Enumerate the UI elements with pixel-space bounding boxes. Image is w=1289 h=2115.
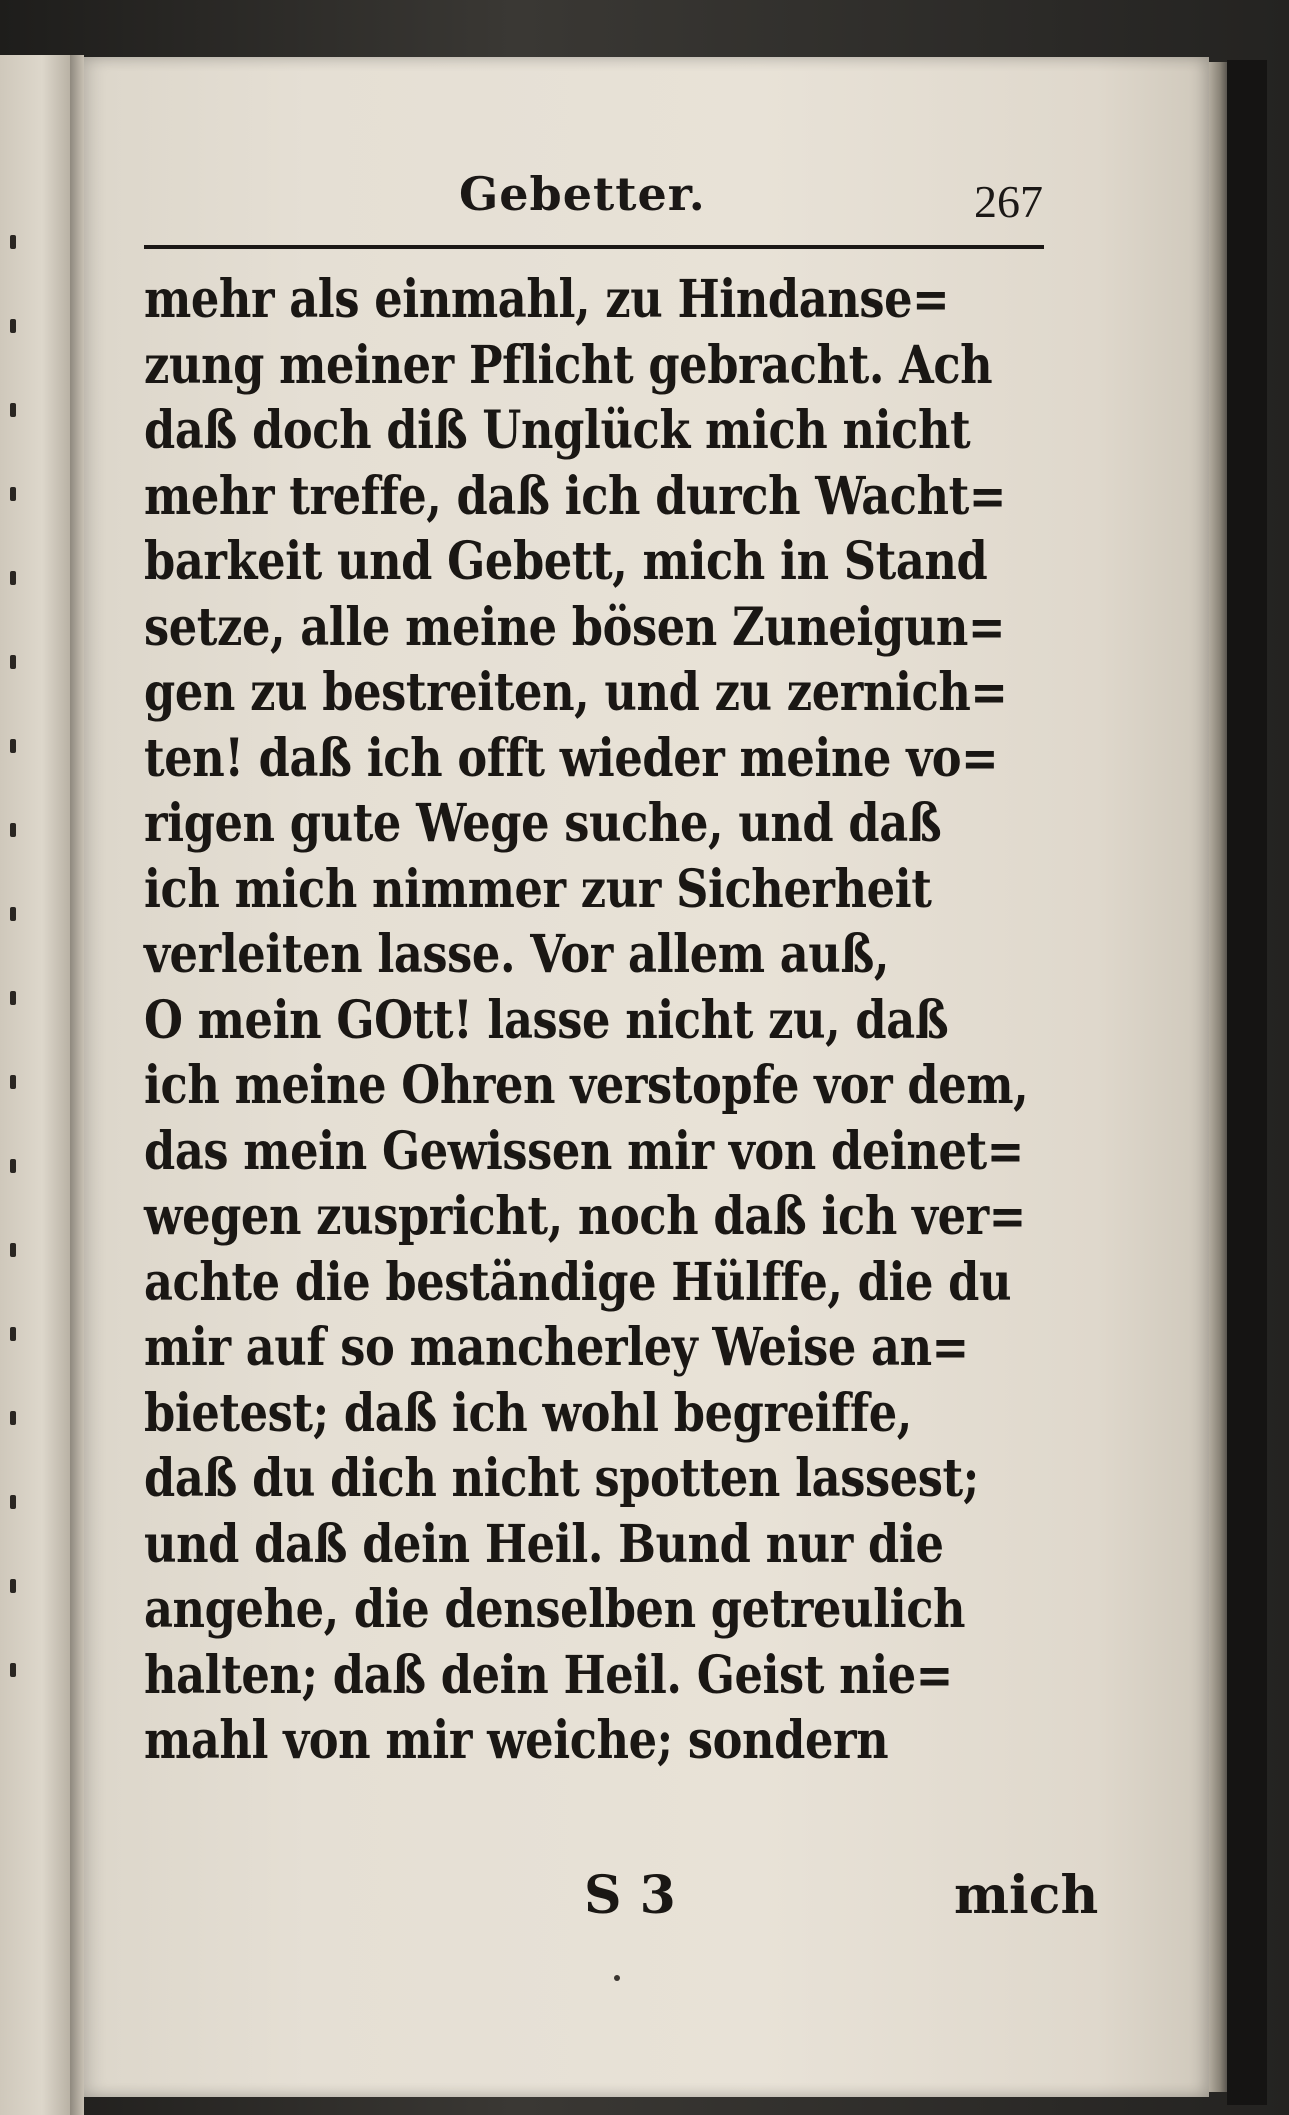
text-line: verleiten lasse. Vor allem auß, <box>144 924 890 985</box>
text-line: gen zu bestreiten, und zu zernich= <box>144 662 1008 723</box>
text-line: ich mich nimmer zur Sicherheit <box>144 858 932 920</box>
text-line: daß du dich nicht spotten lassest; <box>144 1448 979 1509</box>
text-line: barkeit und Gebett, mich in Stand <box>144 531 988 592</box>
text-line: rigen gute Wege suche, und daß <box>144 793 942 854</box>
page-footer <box>84 1865 1209 1935</box>
text-line: mir auf so mancherley Weise an= <box>144 1317 969 1378</box>
body-text <box>144 267 1074 1774</box>
ink-speck <box>614 1975 620 1981</box>
catchword: mich <box>954 1865 1099 1926</box>
running-head: Gebetter. <box>459 167 706 221</box>
text-line: und daß dein Heil. Bund nur die <box>144 1513 944 1575</box>
text-line: mehr treffe, daß ich durch Wacht= <box>144 465 1006 527</box>
text-line: O mein GOtt! lasse nicht zu, daß <box>144 989 949 1051</box>
page-number: 267 <box>974 176 1043 227</box>
text-line: wegen zuspricht, noch daß ich ver= <box>144 1186 1026 1247</box>
text-line: zung meiner Pflicht gebracht. Ach <box>144 334 993 396</box>
text-line: das mein Gewissen mir von deinet= <box>144 1120 1024 1182</box>
facing-page-text-fragments <box>10 235 40 1747</box>
text-line: mehr als einmahl, zu Hindanse= <box>144 269 950 330</box>
facing-page-edge <box>0 55 72 2115</box>
text-line: halten; daß dein Heil. Geist nie= <box>144 1644 953 1706</box>
book-cover-edge <box>1227 60 1267 2105</box>
text-line: bietest; daß ich wohl begreiffe, <box>144 1382 912 1444</box>
text-line: ten! daß ich offt wieder meine vo= <box>144 727 999 789</box>
text-line: setze, alle meine bösen Zuneigun= <box>144 596 1006 658</box>
signature-mark: S 3 <box>584 1865 676 1926</box>
book-gutter <box>70 55 84 2115</box>
text-line: ich meine Ohren verstopfe vor dem, <box>144 1055 1029 1116</box>
text-line: angehe, die denselben getreulich <box>144 1579 966 1640</box>
text-line: achte die beständige Hülffe, die du <box>144 1251 1012 1313</box>
text-line: daß doch diß Unglück mich nicht <box>144 400 971 461</box>
page-fore-edge <box>1209 62 1227 2092</box>
text-line: mahl von mir weiche; sondern <box>144 1710 889 1771</box>
book-page <box>84 57 1209 2097</box>
header-rule <box>144 245 1044 249</box>
page-header <box>84 157 1209 237</box>
